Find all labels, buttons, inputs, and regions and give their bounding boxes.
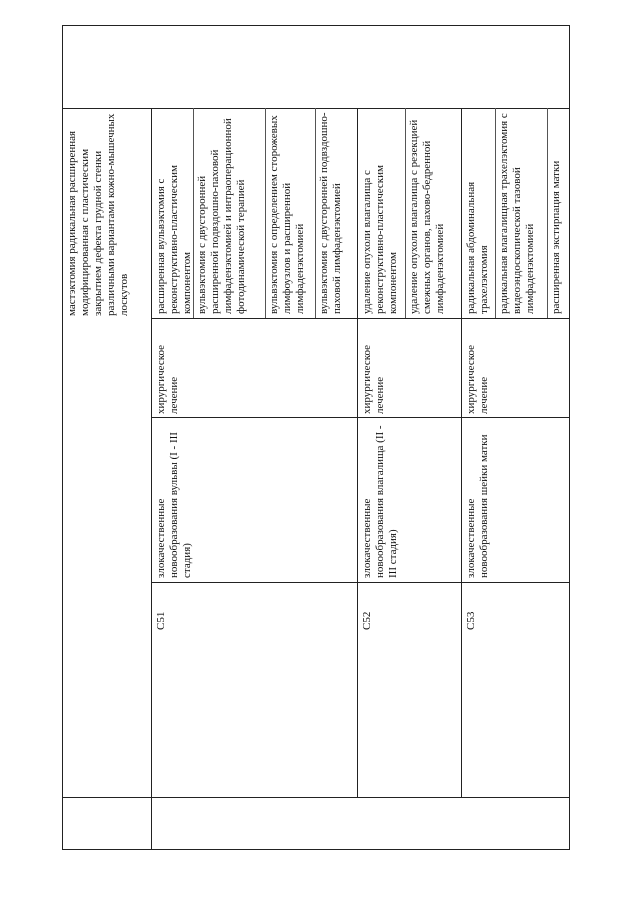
method-text: вульвэктомия с двусторонней расширенной подвздошно-паховой лимфаденэктомией и интраоперационной фотодинамической терапией — [196, 118, 247, 314]
method-text: вульвэктомия с определением сторожевых лимфоузлов и расширенной лимфаденэктомией — [268, 115, 306, 314]
method-text: мастэктомия радикальная расширенная модифицированная с пластическим закрытием дефекта грудной стенки различными вариантами кожно-мышечных лоскутов — [66, 113, 130, 316]
method-text: радикальная абдоминальная трахелэктомия — [465, 181, 490, 314]
diagnosis-cell: злокачественные новообразования влагалища (II - III стадия) — [361, 425, 399, 578]
divider-row-c51-c52 — [357, 108, 358, 797]
treatment-cell: хирургическое лечение — [465, 344, 490, 414]
divider-row-c52-c53 — [461, 108, 462, 797]
method-text: радикальная влагалищная трахелэктомия с видеоэндоскопической тазовой лимфаденэктомией — [498, 113, 536, 314]
treatment-cell: хирургическое лечение — [361, 344, 386, 414]
diagnosis-cell: злокачественные новообразования шейки матки — [465, 434, 490, 578]
divider-c51-m2 — [265, 108, 266, 318]
method-text: удаление опухоли влагалища с реконструктивно-пластическим компонентом — [361, 165, 399, 314]
method-text: удаление опухоли влагалища с резекцией смежных органов, пахово-бедренной лимфаденэктомией — [408, 119, 446, 314]
divider-diagnosis-treatment — [151, 417, 570, 418]
divider-c52-m1 — [405, 108, 406, 318]
divider-methods-top — [62, 108, 570, 109]
divider-code-diagnosis — [151, 582, 570, 583]
divider-code-bottom — [62, 797, 570, 798]
treatment-cell: хирургическое лечение — [155, 344, 180, 414]
diagnosis-cell: злокачественные новообразования вульвы (I - III стадия) — [155, 432, 193, 578]
divider-treatment-methods — [151, 318, 570, 319]
divider-row-top — [151, 108, 152, 850]
divider-c51-m3 — [315, 108, 316, 318]
code-cell: C53 — [465, 611, 477, 630]
divider-c53-m2 — [547, 108, 548, 318]
divider-c53-m1 — [495, 108, 496, 318]
method-text: расширенная экстирпация матки — [550, 160, 562, 314]
method-text: вульвэктомия с двусторонней подвздошно-паховой лимфаденэктомией — [318, 112, 343, 314]
method-text: расширенная вульвэктомия с реконструктивно-пластическим компонентом — [155, 165, 193, 314]
table-frame — [62, 25, 570, 850]
code-cell: C52 — [361, 611, 373, 630]
code-cell: C51 — [155, 611, 167, 630]
